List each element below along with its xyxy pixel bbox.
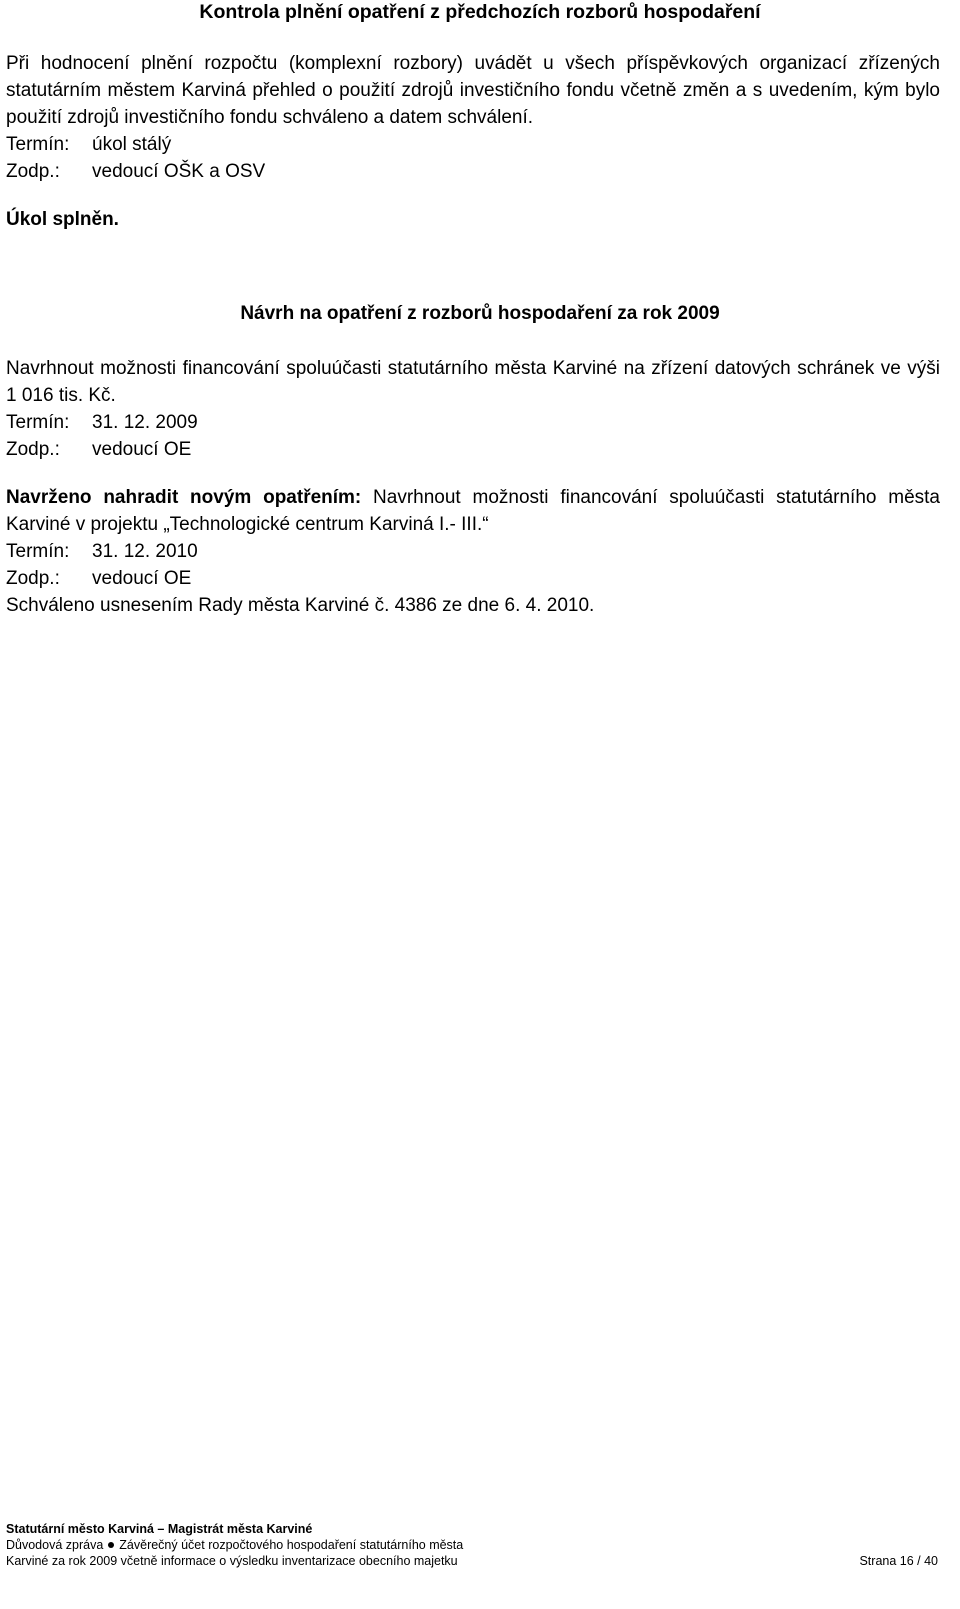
proposal-paragraph: Navrhnout možnosti financování spoluúčasti statutárního města Karviné na zřízení datových schránek ve výši 1 016 tis. Kč. — [6, 358, 940, 406]
footer-document-type — [6, 1537, 938, 1553]
deadline-label: Termín: — [6, 134, 70, 155]
responsible-label: Zodp.: — [6, 568, 60, 589]
deadline-value: 31. 12. 2010 — [92, 541, 198, 562]
replacement-text: Navrhnout možnosti financování spoluúčasti statutárního města Karviné v projektu „Technologické centrum Karviná I.- III.“ — [6, 487, 940, 535]
replacement-block — [6, 484, 940, 619]
control-result-block — [6, 206, 940, 233]
responsible-label: Zodp.: — [6, 161, 60, 182]
replacement-heading: Navrženo nahradit novým opatřením: — [6, 487, 362, 508]
footer-organization: Statutární město Karviná – Magistrát města Karviné — [6, 1522, 313, 1536]
page-footer — [6, 1521, 938, 1569]
responsible-label: Zodp.: — [6, 439, 60, 460]
control-result: Úkol splněn. — [6, 209, 119, 230]
replacement-deadline-row — [6, 538, 940, 565]
deadline-label: Termín: — [6, 412, 70, 433]
control-paragraph: Při hodnocení plnění rozpočtu (komplexní rozbory) uvádět u všech příspěvkových organizací zřízených statutárním městem Karviná přehled o použití zdrojů investičního fondu včetně změn a s uvedením, kým bylo použití zdrojů investičního fondu schváleno a datem schválení. — [6, 53, 940, 128]
responsible-value: vedoucí OE — [92, 568, 192, 589]
deadline-value: úkol stálý — [92, 134, 172, 155]
deadline-value: 31. 12. 2009 — [92, 412, 198, 433]
approval-note: Schváleno usnesením Rady města Karviné č. 4386 ze dne 6. 4. 2010. — [6, 595, 595, 616]
section-proposal-body — [6, 355, 940, 463]
control-deadline-row — [6, 131, 940, 158]
section-control-body — [6, 50, 940, 185]
proposal-responsible-row — [6, 436, 940, 463]
footer-doc-title: Závěrečný účet rozpočtového hospodaření statutárního města — [119, 1538, 464, 1552]
footer-doc-subtitle: Karviné za rok 2009 včetně informace o výsledku inventarizace obecního majetku — [6, 1554, 458, 1568]
replacement-paragraph — [6, 484, 940, 538]
proposal-deadline-row — [6, 409, 940, 436]
page-number: Strana 16 / 40 — [859, 1554, 938, 1568]
footer-doc-subtitle-row — [6, 1553, 938, 1569]
bullet-icon — [108, 1542, 114, 1548]
responsible-value: vedoucí OE — [92, 439, 192, 460]
section-title-control: Kontrola plnění opatření z předchozích rozborů hospodaření — [199, 1, 761, 23]
deadline-label: Termín: — [6, 541, 70, 562]
section-title-proposal: Návrh na opatření z rozborů hospodaření za rok 2009 — [240, 303, 720, 324]
footer-doc-label: Důvodová zpráva — [6, 1538, 104, 1552]
control-responsible-row — [6, 158, 940, 185]
responsible-value: vedoucí OŠK a OSV — [92, 161, 266, 182]
replacement-responsible-row — [6, 565, 940, 592]
